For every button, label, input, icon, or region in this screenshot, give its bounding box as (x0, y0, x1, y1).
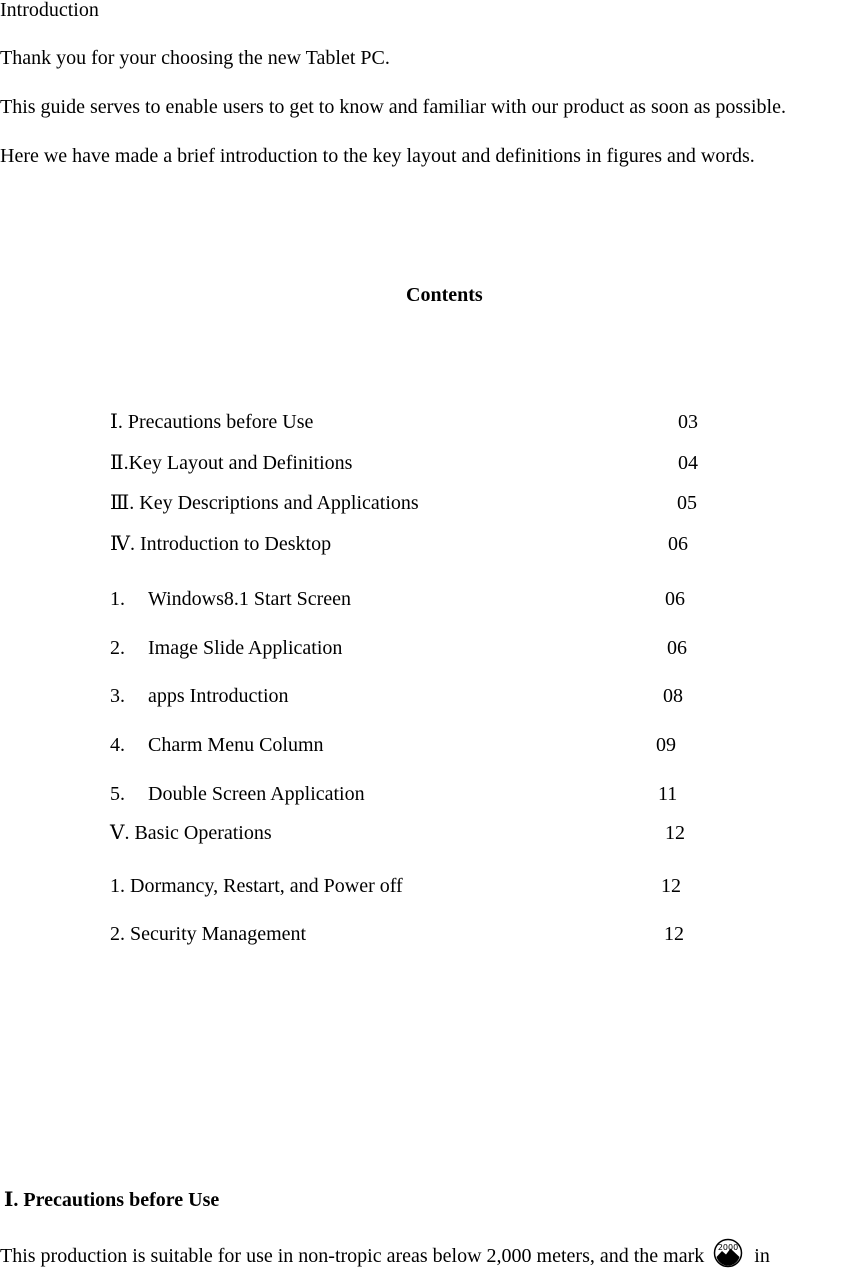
toc-item-page: 03 (678, 411, 698, 433)
toc-subitem-label: 1. Dormancy, Restart, and Power off (110, 875, 403, 897)
intro-paragraph-3: Here we have made a brief introduction to the key layout and definitions in figures and words. (0, 145, 755, 167)
toc-item-page: 12 (664, 923, 684, 945)
section-text-after-mark: in (754, 1245, 770, 1267)
svg-text:2000: 2000 (718, 1243, 739, 1252)
toc-item-page: 06 (665, 588, 685, 610)
toc-item-label: Ⅰ. Precautions before Use (110, 411, 314, 433)
toc-subitem-label: apps Introduction (148, 685, 289, 707)
toc-subitem-number: 3. (110, 685, 125, 707)
toc-item-page: 12 (661, 875, 681, 897)
toc-subitem-label: Windows8.1 Start Screen (148, 588, 352, 610)
toc-item-page: 11 (658, 783, 678, 805)
toc-item-page: 05 (677, 492, 697, 514)
intro-paragraph-1: Thank you for your choosing the new Tablet PC. (0, 47, 390, 69)
toc-item-label: Ⅴ. Basic Operations (110, 822, 272, 844)
intro-heading: Introduction (0, 0, 99, 21)
section-heading: Ⅰ. Precautions before Use (4, 1189, 220, 1211)
altitude-mark-icon (713, 1238, 743, 1268)
toc-subitem-number: 2. (110, 637, 125, 659)
toc-item-page: 08 (663, 685, 683, 707)
toc-item-label: Ⅲ. Key Descriptions and Applications (110, 492, 419, 514)
toc-subitem-number: 4. (110, 734, 125, 756)
toc-item-page: 04 (678, 452, 698, 474)
toc-subitem-label: 2. Security Management (110, 923, 307, 945)
toc-item-label: Ⅳ. Introduction to Desktop (110, 533, 332, 555)
toc-item-page: 06 (668, 533, 688, 555)
toc-subitem-label: Charm Menu Column (148, 734, 324, 756)
toc-subitem-label: Image Slide Application (148, 637, 343, 659)
section-text-before-mark: This production is suitable for use in non-tropic areas below 2,000 meters, and the mark (0, 1245, 705, 1267)
toc-item-label: Ⅱ.Key Layout and Definitions (110, 452, 353, 474)
intro-paragraph-2: This guide serves to enable users to get to know and familiar with our product as soon as possible. (0, 96, 786, 118)
toc-subitem-number: 1. (110, 588, 125, 610)
toc-item-page: 12 (665, 822, 685, 844)
toc-item-page: 09 (656, 734, 676, 756)
toc-item-page: 06 (667, 637, 687, 659)
contents-title: Contents (406, 284, 483, 306)
section-paragraph (0, 1238, 770, 1268)
toc-subitem-label: Double Screen Application (148, 783, 365, 805)
toc-subitem-number: 5. (110, 783, 125, 805)
